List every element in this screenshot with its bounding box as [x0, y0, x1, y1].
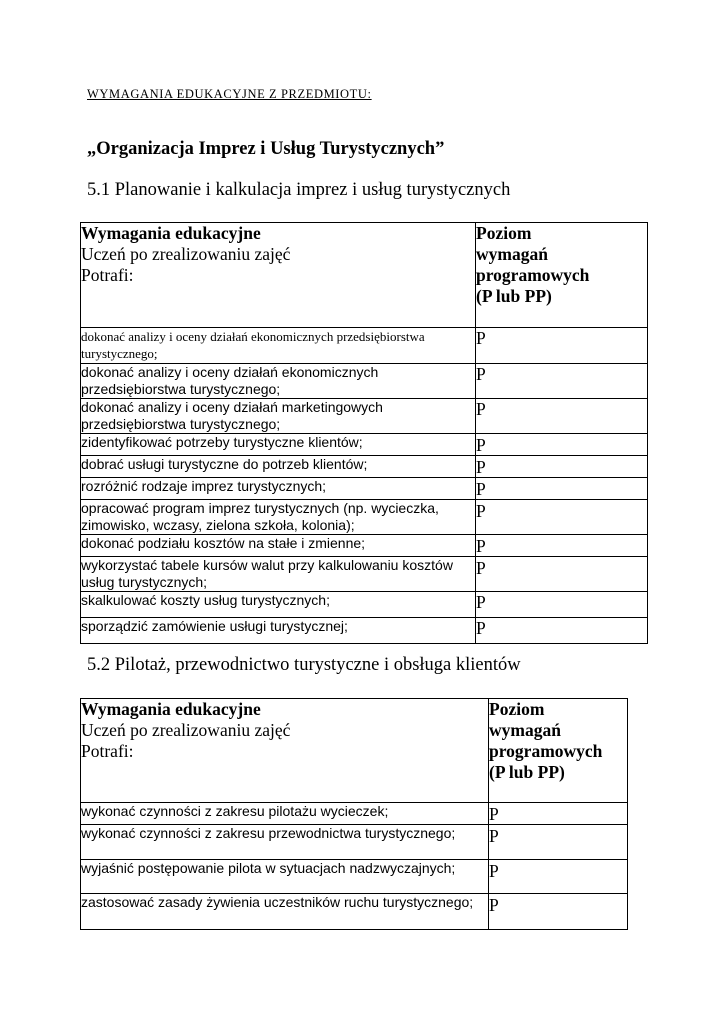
requirement-text: wykorzystać tabele kursów walut przy kalkulowaniu kosztów usług turystycznych;: [81, 557, 476, 592]
header-level-line: wymagań: [489, 720, 561, 740]
requirement-text: wykonać czynności z zakresu przewodnictwa turystycznego;: [81, 825, 489, 860]
document-header: WYMAGANIA EDUKACYJNE Z PRZEDMIOTU:: [87, 87, 372, 101]
requirement-level: P: [489, 894, 628, 930]
header-level-line: Poziom: [476, 223, 532, 243]
requirement-text: dokonać analizy i oceny działań marketingowych przedsiębiorstwa turystycznego;: [81, 399, 476, 434]
table-row: [81, 478, 648, 500]
requirement-text: rozróżnić rodzaje imprez turystycznych;: [81, 478, 476, 500]
requirement-text: opracować program imprez turystycznych (np. wycieczka, zimowisko, wczasy, zielona szkoła, kolonia);: [81, 500, 476, 535]
table-row: [81, 618, 648, 644]
table-row: [81, 557, 648, 592]
requirement-text: skalkulować koszty usług turystycznych;: [81, 592, 476, 618]
requirement-text: wyjaśnić postępowanie pilota w sytuacjach nadzwyczajnych;: [81, 860, 489, 894]
table-row: [81, 500, 648, 535]
subject-title: „Organizacja Imprez i Usług Turystycznych”: [87, 139, 445, 159]
header-level-cell: [476, 223, 648, 328]
requirement-level: P: [476, 434, 648, 456]
header-requirements-line2: Potrafi:: [81, 265, 134, 285]
table-row: [81, 328, 648, 364]
table-row: [81, 535, 648, 557]
header-level-line: (P lub PP): [489, 762, 565, 782]
table-row: [81, 860, 628, 894]
requirement-level: P: [489, 860, 628, 894]
header-requirements-line1: Uczeń po zrealizowaniu zajęć: [81, 244, 291, 264]
table-header-row: [81, 223, 648, 328]
header-level-line: programowych: [476, 265, 590, 285]
header-requirements-line1: Uczeń po zrealizowaniu zajęć: [81, 720, 291, 740]
header-requirements-title: Wymagania edukacyjne: [81, 699, 261, 719]
section-title-5-1: 5.1 Planowanie i kalkulacja imprez i usług turystycznych: [87, 180, 511, 200]
requirement-level: P: [489, 803, 628, 825]
requirement-level: P: [476, 618, 648, 644]
header-level-line: programowych: [489, 741, 603, 761]
table-row: [81, 592, 648, 618]
table-row: [81, 364, 648, 399]
requirement-text: dokonać analizy i oceny działań ekonomicznych przedsiębiorstwa turystycznego;: [81, 328, 476, 364]
requirement-level: P: [476, 456, 648, 478]
table-row: [81, 825, 628, 860]
header-level-line: Poziom: [489, 699, 545, 719]
header-requirements-title: Wymagania edukacyjne: [81, 223, 261, 243]
requirement-level: P: [476, 557, 648, 592]
header-requirements-line2: Potrafi:: [81, 741, 134, 761]
requirement-text: sporządzić zamówienie usługi turystycznej;: [81, 618, 476, 644]
header-requirements-cell: [81, 699, 489, 803]
table-row: [81, 434, 648, 456]
requirement-level: P: [476, 328, 648, 364]
table-header-row: [81, 699, 628, 803]
requirement-level: P: [489, 825, 628, 860]
requirements-table-5-1: [80, 222, 648, 644]
table-row: [81, 803, 628, 825]
requirement-level: P: [476, 364, 648, 399]
requirement-text: zidentyfikować potrzeby turystyczne klientów;: [81, 434, 476, 456]
requirement-level: P: [476, 592, 648, 618]
requirement-text: dokonać analizy i oceny działań ekonomicznych przedsiębiorstwa turystycznego;: [81, 364, 476, 399]
section-title-5-2: 5.2 Pilotaż, przewodnictwo turystyczne i obsługa klientów: [87, 655, 521, 675]
requirement-text: dobrać usługi turystyczne do potrzeb klientów;: [81, 456, 476, 478]
requirements-table-5-2: [80, 698, 628, 930]
requirement-text: zastosować zasady żywienia uczestników ruchu turystycznego;: [81, 894, 489, 930]
requirement-text: dokonać podziału kosztów na stałe i zmienne;: [81, 535, 476, 557]
requirement-level: P: [476, 478, 648, 500]
header-level-line: wymagań: [476, 244, 548, 264]
requirement-level: P: [476, 500, 648, 535]
table-row: [81, 399, 648, 434]
requirement-level: P: [476, 535, 648, 557]
requirement-level: P: [476, 399, 648, 434]
table-row: [81, 894, 628, 930]
header-requirements-cell: [81, 223, 476, 328]
requirement-text: wykonać czynności z zakresu pilotażu wycieczek;: [81, 803, 489, 825]
header-level-cell: [489, 699, 628, 803]
table-row: [81, 456, 648, 478]
header-level-line: (P lub PP): [476, 286, 552, 306]
